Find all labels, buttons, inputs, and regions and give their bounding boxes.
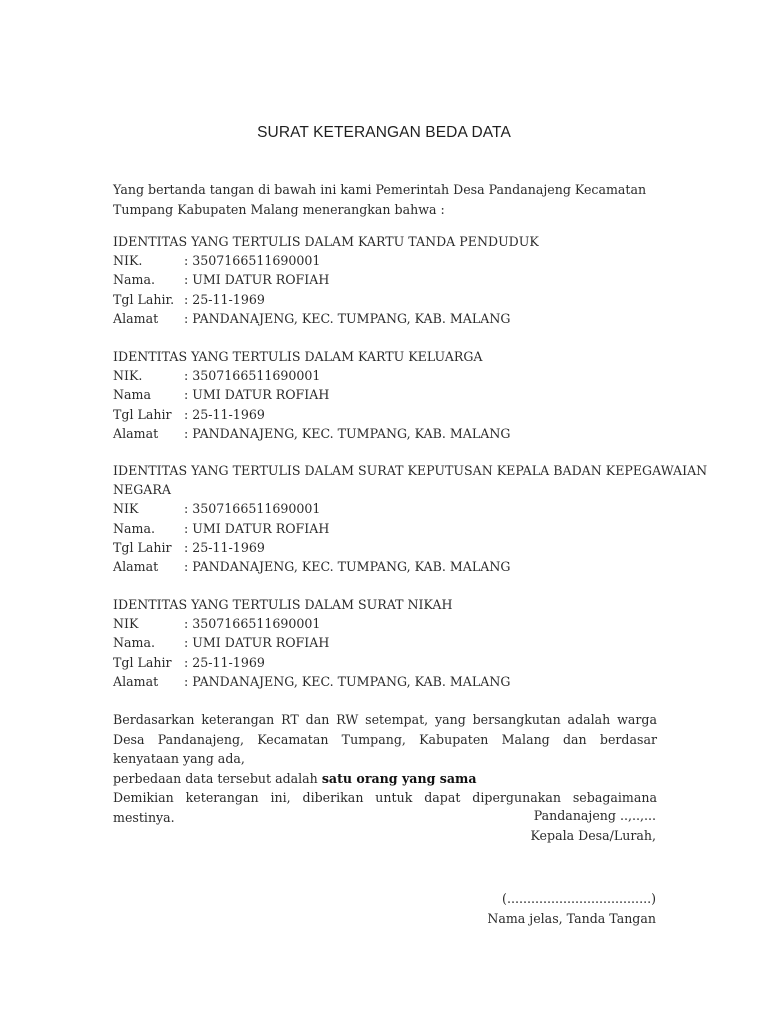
field-row-tgl-lahir xyxy=(113,538,673,557)
document-title: SURAT KETERANGAN BEDA DATA xyxy=(257,124,511,141)
identity-section-surat-nikah xyxy=(113,595,673,691)
field-value: : 3507166511690001 xyxy=(184,253,321,269)
field-row-tgl-lahir xyxy=(113,653,673,672)
signatory-position: Kepala Desa/Lurah, xyxy=(530,828,656,843)
field-label: Tgl Lahir xyxy=(113,654,172,670)
field-value: : 3507166511690001 xyxy=(184,616,321,632)
signature-caption: Nama jelas, Tanda Tangan xyxy=(487,911,656,926)
field-value: : 3507166511690001 xyxy=(184,501,321,517)
field-value: : PANDANAJENG, KEC. TUMPANG, KAB. MALANG xyxy=(184,425,511,441)
field-value: : UMI DATUR ROFIAH xyxy=(184,635,330,651)
field-label: Alamat xyxy=(113,310,159,326)
field-label: NIK xyxy=(113,616,139,632)
field-label: Nama. xyxy=(113,272,155,288)
identity-section-kk xyxy=(113,347,673,443)
field-label: Tgl Lahir xyxy=(113,406,172,422)
field-label: Alamat xyxy=(113,673,159,689)
field-label: Tgl Lahir. xyxy=(113,291,175,307)
section-heading-continued: NEGARA xyxy=(113,482,171,498)
section-heading: IDENTITAS YANG TERTULIS DALAM SURAT NIKAH xyxy=(113,597,453,612)
field-label: NIK. xyxy=(113,253,143,269)
intro-paragraph: Yang bertanda tangan di bawah ini kami Pemerintah Desa Pandanajeng Kecamatan Tumpang Kabupaten Malang menerangkan bahwa : xyxy=(113,182,647,217)
field-value: : 25-11-1969 xyxy=(184,654,265,670)
field-row-alamat xyxy=(113,672,673,691)
field-value: : 25-11-1969 xyxy=(184,539,265,555)
field-row-nik xyxy=(113,366,673,385)
closing-statement: Berdasarkan keterangan RT dan RW setempat, yang bersangkutan adalah warga Desa Pandanajeng, Kecamatan Tumpang, Kabupaten Malang dan berdasar kenyataan yang ada, xyxy=(113,712,657,766)
signature-blank: (....................................) xyxy=(502,891,656,906)
field-value: : 3507166511690001 xyxy=(184,368,321,384)
section-heading: IDENTITAS YANG TERTULIS DALAM KARTU KELUARGA xyxy=(113,349,483,364)
conclusion-emphasis: satu orang yang sama xyxy=(321,770,477,786)
field-value: : PANDANAJENG, KEC. TUMPANG, KAB. MALANG xyxy=(184,310,511,326)
section-heading: IDENTITAS YANG TERTULIS DALAM SURAT KEPUTUSAN KEPALA BADAN KEPEGAWAIAN xyxy=(113,463,708,478)
field-label: Alamat xyxy=(113,425,159,441)
field-row-alamat xyxy=(113,424,673,443)
field-label: NIK. xyxy=(113,368,143,384)
field-row-tgl-lahir xyxy=(113,290,673,309)
field-row-nama xyxy=(113,633,673,652)
field-row-alamat xyxy=(113,557,673,576)
field-value: : PANDANAJENG, KEC. TUMPANG, KAB. MALANG xyxy=(184,673,511,689)
field-row-nik xyxy=(113,614,673,633)
field-row-nama xyxy=(113,270,673,289)
closing-remark: Demikian keterangan ini, diberikan untuk dapat dipergunakan sebagaimana mestinya. xyxy=(113,790,657,825)
conclusion-line xyxy=(113,769,657,789)
field-row-alamat xyxy=(113,309,673,328)
field-label: Tgl Lahir xyxy=(113,539,172,555)
field-label: Nama xyxy=(113,387,151,403)
place-date: Pandanajeng ..,..,... xyxy=(533,808,656,823)
field-value: : UMI DATUR ROFIAH xyxy=(184,387,330,403)
field-label: NIK xyxy=(113,501,139,517)
field-label: Nama. xyxy=(113,635,155,651)
field-value: : UMI DATUR ROFIAH xyxy=(184,520,330,536)
identity-section-bkn xyxy=(113,461,708,576)
field-row-nik xyxy=(113,251,673,270)
field-value: : 25-11-1969 xyxy=(184,291,265,307)
field-value: : 25-11-1969 xyxy=(184,406,265,422)
field-row-nama xyxy=(113,519,673,538)
field-label: Nama. xyxy=(113,520,155,536)
field-label: Alamat xyxy=(113,559,159,575)
field-row-nik xyxy=(113,499,673,518)
field-row-tgl-lahir xyxy=(113,405,673,424)
field-value: : PANDANAJENG, KEC. TUMPANG, KAB. MALANG xyxy=(184,559,511,575)
section-heading: IDENTITAS YANG TERTULIS DALAM KARTU TANDA PENDUDUK xyxy=(113,234,539,249)
identity-section-ktp xyxy=(113,232,673,328)
field-row-nama xyxy=(113,385,673,404)
field-value: : UMI DATUR ROFIAH xyxy=(184,272,330,288)
conclusion-prefix: perbedaan data tersebut adalah xyxy=(113,770,322,786)
